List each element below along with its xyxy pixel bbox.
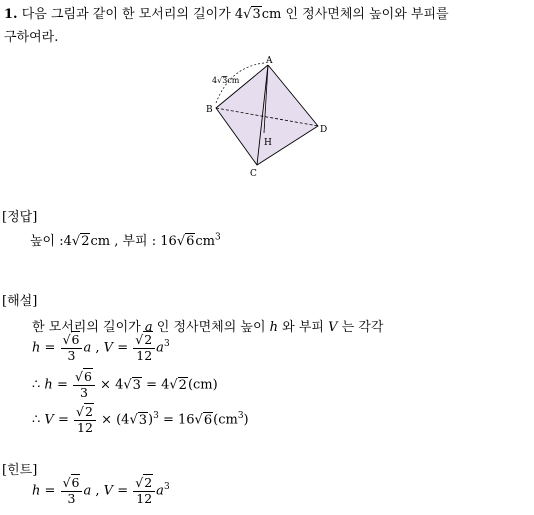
f2-therefore: ∴: [32, 377, 41, 393]
f1-a: a: [83, 340, 92, 356]
hint-heading: [힌트]: [2, 463, 38, 478]
hint-v: V: [103, 483, 114, 499]
problem-root: 3: [252, 7, 261, 22]
hint-formula: [32, 477, 170, 505]
f2-h: h: [44, 377, 53, 393]
f1-a2: a: [156, 340, 164, 356]
answer-height-label: 높이 :4: [30, 234, 72, 249]
foot-h-label: H: [264, 138, 272, 148]
f2-root: 3: [132, 377, 141, 393]
hint-frac2: $\frac{√2}{12}$: [133, 477, 155, 505]
f3-therefore: ∴: [32, 412, 41, 428]
formula-3: ∴ V = $\frac{√2}{12}$ × $(4√3)^3 = 16√6(cm^3)$: [32, 404, 249, 435]
vertex-d-label: D: [320, 125, 328, 135]
f1-exp: 3: [163, 339, 170, 350]
hint-exp: 3: [163, 482, 170, 493]
f3-unit-exp: 3: [237, 411, 244, 422]
answer-volume-root: 6: [186, 234, 195, 249]
f1-v: V: [103, 340, 114, 356]
hint-eq2: =: [117, 483, 129, 499]
intro-text-b: 인 정사면체의 높이: [156, 320, 266, 335]
answer-line: 높이 :4√2cm , 부피 : $16√6cm^3$: [30, 232, 221, 249]
f1-eq: =: [44, 340, 56, 356]
problem-text-b: cm 인 정사면체의 높이와 부피를: [261, 7, 449, 22]
vertex-c-label: C: [250, 169, 257, 179]
intro-text-c: 와 부피: [282, 320, 324, 335]
f3-unit-close: ): [243, 412, 249, 428]
f3-close: ): [148, 412, 154, 428]
answer-volume-unit: cm: [195, 234, 215, 249]
f2-times: × 4: [100, 377, 124, 393]
hint-frac: $\frac{√6}{3}$: [61, 477, 83, 505]
intro-text-a: 한 모서리의 길이가: [32, 320, 141, 335]
f1-eq2: =: [117, 340, 129, 356]
answer-volume-exp: 3: [215, 232, 221, 243]
answer-height-root: 2: [81, 234, 90, 249]
f1-frac: $\frac{√6}{3}$: [61, 334, 83, 362]
hint-h: h: [32, 483, 41, 499]
f3-times: × (4: [101, 412, 130, 428]
hint-a2: a: [156, 483, 164, 499]
f2-eq: =: [56, 377, 68, 393]
intro-var-v: V: [328, 320, 338, 335]
answer-volume-label: 부피 : 16: [122, 234, 177, 249]
f2-frac: $\frac{√6}{3}$: [73, 371, 95, 399]
tetrahedron-figure: [200, 55, 335, 180]
f3-v: V: [44, 412, 54, 428]
f3-root2: 6: [203, 412, 213, 428]
edge-length-label: 4√3cm: [212, 76, 240, 85]
f2-unit: (cm): [187, 377, 218, 393]
f1-frac2: $\frac{√2}{12}$: [133, 334, 155, 362]
formula-2: ∴ h = $\frac{√6}{3}$ × 4√3 = 4√2(cm): [32, 369, 218, 400]
explanation-heading: [해설]: [2, 294, 38, 309]
f1-sep: ,: [95, 340, 100, 356]
f3-eq: =: [57, 412, 69, 428]
intro-text-d: 는 각각: [341, 320, 384, 335]
answer-heading: [정답]: [2, 210, 38, 225]
problem-text-a: 다음 그림과 같이 한 모서리의 길이가 4: [21, 7, 244, 22]
hint-a: a: [83, 483, 92, 499]
f2-eq2: = 4: [146, 377, 170, 393]
f3-frac: $\frac{√2}{12}$: [74, 406, 96, 434]
problem-line-1: 1. 다음 그림과 같이 한 모서리의 길이가 4√3cm 인 정사면체의 높이와 부피를: [4, 7, 449, 22]
answer-height-unit: cm ,: [90, 234, 119, 249]
f2-root2: 2: [178, 377, 187, 393]
f3-exp: 3: [153, 411, 159, 422]
formula-1: [32, 334, 170, 362]
vertex-b-label: B: [206, 105, 213, 115]
f3-unit: (cm: [213, 412, 238, 428]
problem-line-2: 구하여라.: [4, 30, 59, 45]
f3-root: 3: [138, 412, 148, 428]
problem-number: 1.: [4, 7, 18, 22]
f3-eq2: = 16: [162, 412, 195, 428]
explanation-intro: [32, 316, 383, 335]
f1-h: h: [32, 340, 41, 356]
intro-var-h: h: [269, 320, 279, 335]
hint-sep: ,: [95, 483, 100, 499]
vertex-a-label: A: [266, 56, 273, 66]
intro-var-a: a: [144, 320, 153, 335]
hint-eq: =: [44, 483, 56, 499]
